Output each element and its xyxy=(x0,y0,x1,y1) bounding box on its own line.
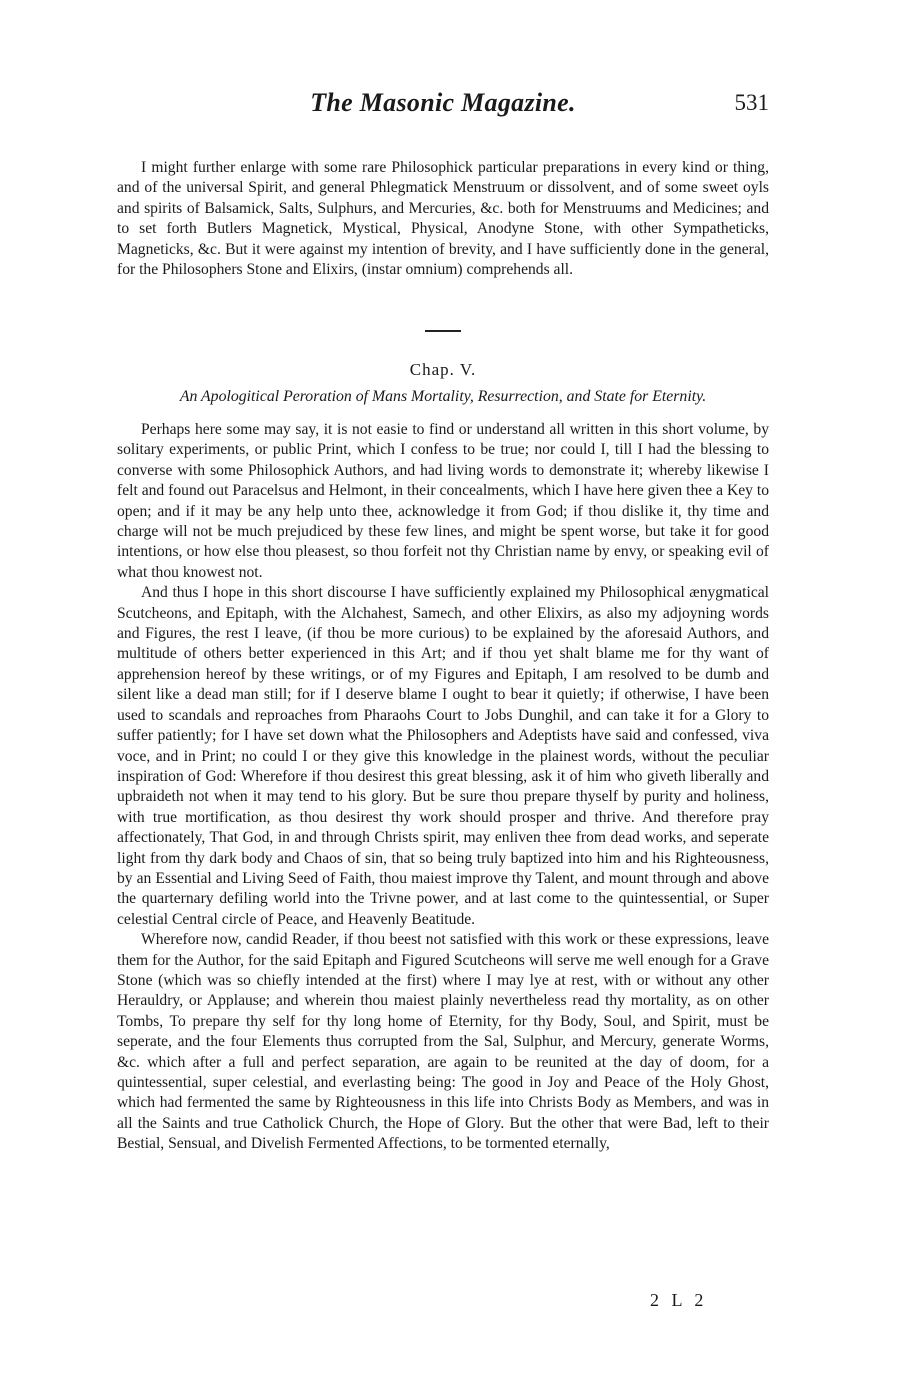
paragraph: Wherefore now, candid Reader, if thou beest not satisfied with this work or these expressions, leave them for the Author, for the said Epitaph and Figured Scutcheons will serve me well enough for a Grave Stone (which was so chiefly intended at the first) where I may lye at rest, with or without any other Herauldry, or Applause; and wherein thou maiest plainly nevertheless read thy mortality, as on other Tombs, To prepare thy self for thy long home of Eternity, for thy Body, Soul, and Spirit, must be seperate, and the four Elements thus corrupted from the Sal, Sulphur, and Mercury, generate Worms, &c. which after a full and perfect separation, are again to be reunited at the day of doom, for a quintessential, super celestial, and everlasting being: The good in Joy and Peace of the Holy Ghost, which had fermented the same by Righteousness in this life into Christs Body as Members, and was in all the Saints and true Catholick Church, the Hope of Glory. But the other that were Bad, left to their Bestial, Sensual, and Divelish Fermented Affections, to be tormented eternally, xyxy=(117,931,769,1153)
section-divider xyxy=(425,330,461,332)
paragraph: And thus I hope in this short discourse I have sufficiently explained my Philosophical ænygmatical Scutcheons, and Epitaph, with the Alchahest, Samech, and other Elixirs, as also my adjoyning words and Figures, the rest I leave, (if thou be more curious) to be explained by the aforesaid Authors, and multitude of others better experienced in this Art; and if thou yet shalt blame me for thy want of apprehension hereof by these writings, or of my Figures and Epitaph, I am resolved to be dumb and silent like a dead man still; for if I deserve blame I ought to bear it quietly; if otherwise, I have been used to scandals and reproaches from Pharaohs Court to Jobs Dunghil, and can take it for a Glory to suffer patiently; for I have set down what the Philosophers and Adeptists have said and confessed, viva voce, and in Print; no could I or they give this knowledge in the plainest words, without the peculiar inspiration of God: Wherefore if thou desirest this great blessing, ask it of him who giveth liberally and upbraideth not when it may tend to his glory. But be sure thou prepare thyself by purity and holiness, with true mortification, as thou desirest thy work should prosper and thrive. And therefore pray affectionately, That God, in and through Christs spirit, may enliven thee from dead works, and seperate light from thy dark body and Chaos of sin, that so being truly baptized into him and his Righteousness, by an Essential and Living Seed of Faith, thou maiest improve thy Talent, and mount through and above the quarternary defiling world into the Trivne power, and at last come to the quintessential, or Super celestial Central circle of Peace, and Heavenly Beatitude. xyxy=(117,584,769,928)
intro-text-block xyxy=(117,158,769,280)
paragraph: Perhaps here some may say, it is not easie to find or understand all written in this short volume, by solitary experiments, or public Print, which I confess to be true; nor could I, till I had the blessing to converse with some Philosophick Authors, and had living words to demonstrate it; whereby likewise I felt and found out Paracelsus and Helmont, in their concealments, which I have here given thee a Key to open; and if it may be any help unto thee, acknowledge it from God; if thou dislike it, thy time and charge will not be much prejudiced by these few lines, and might be spent worse, but take it for good intentions, or how else thou pleasest, so thou forfeit not thy Christian name by envy, or speaking evil of what thou knowest not. xyxy=(117,421,769,581)
magazine-title: The Masonic Magazine. xyxy=(310,88,576,117)
page-number: 531 xyxy=(734,90,769,115)
chapter-heading: Chap. V. xyxy=(409,360,477,379)
chapter-text-block xyxy=(117,420,769,1155)
intro-paragraph: I might further enlarge with some rare Philosophick particular preparations in every kind or thing, and of the universal Spirit, and general Phlegmatick Menstruum or dissolvent, and of some sweet oyls and spirits of Balsamick, Salts, Sulphurs, and Mercuries, &c. both for Menstruums and Medicines; and to set forth Butlers Magnetick, Mystical, Physical, Anodyne Stone, with other Sympatheticks, Magneticks, &c. But it were against my intention of brevity, and I have sufficiently done in the general, for the Philosophers Stone and Elixirs, (instar omnium) comprehends all. xyxy=(117,159,769,279)
chapter-subtitle: An Apologitical Peroration of Mans Mortality, Resurrection, and State for Eternity. xyxy=(179,388,707,405)
running-header xyxy=(117,88,769,128)
signature-mark: 2 L 2 xyxy=(650,1290,708,1310)
